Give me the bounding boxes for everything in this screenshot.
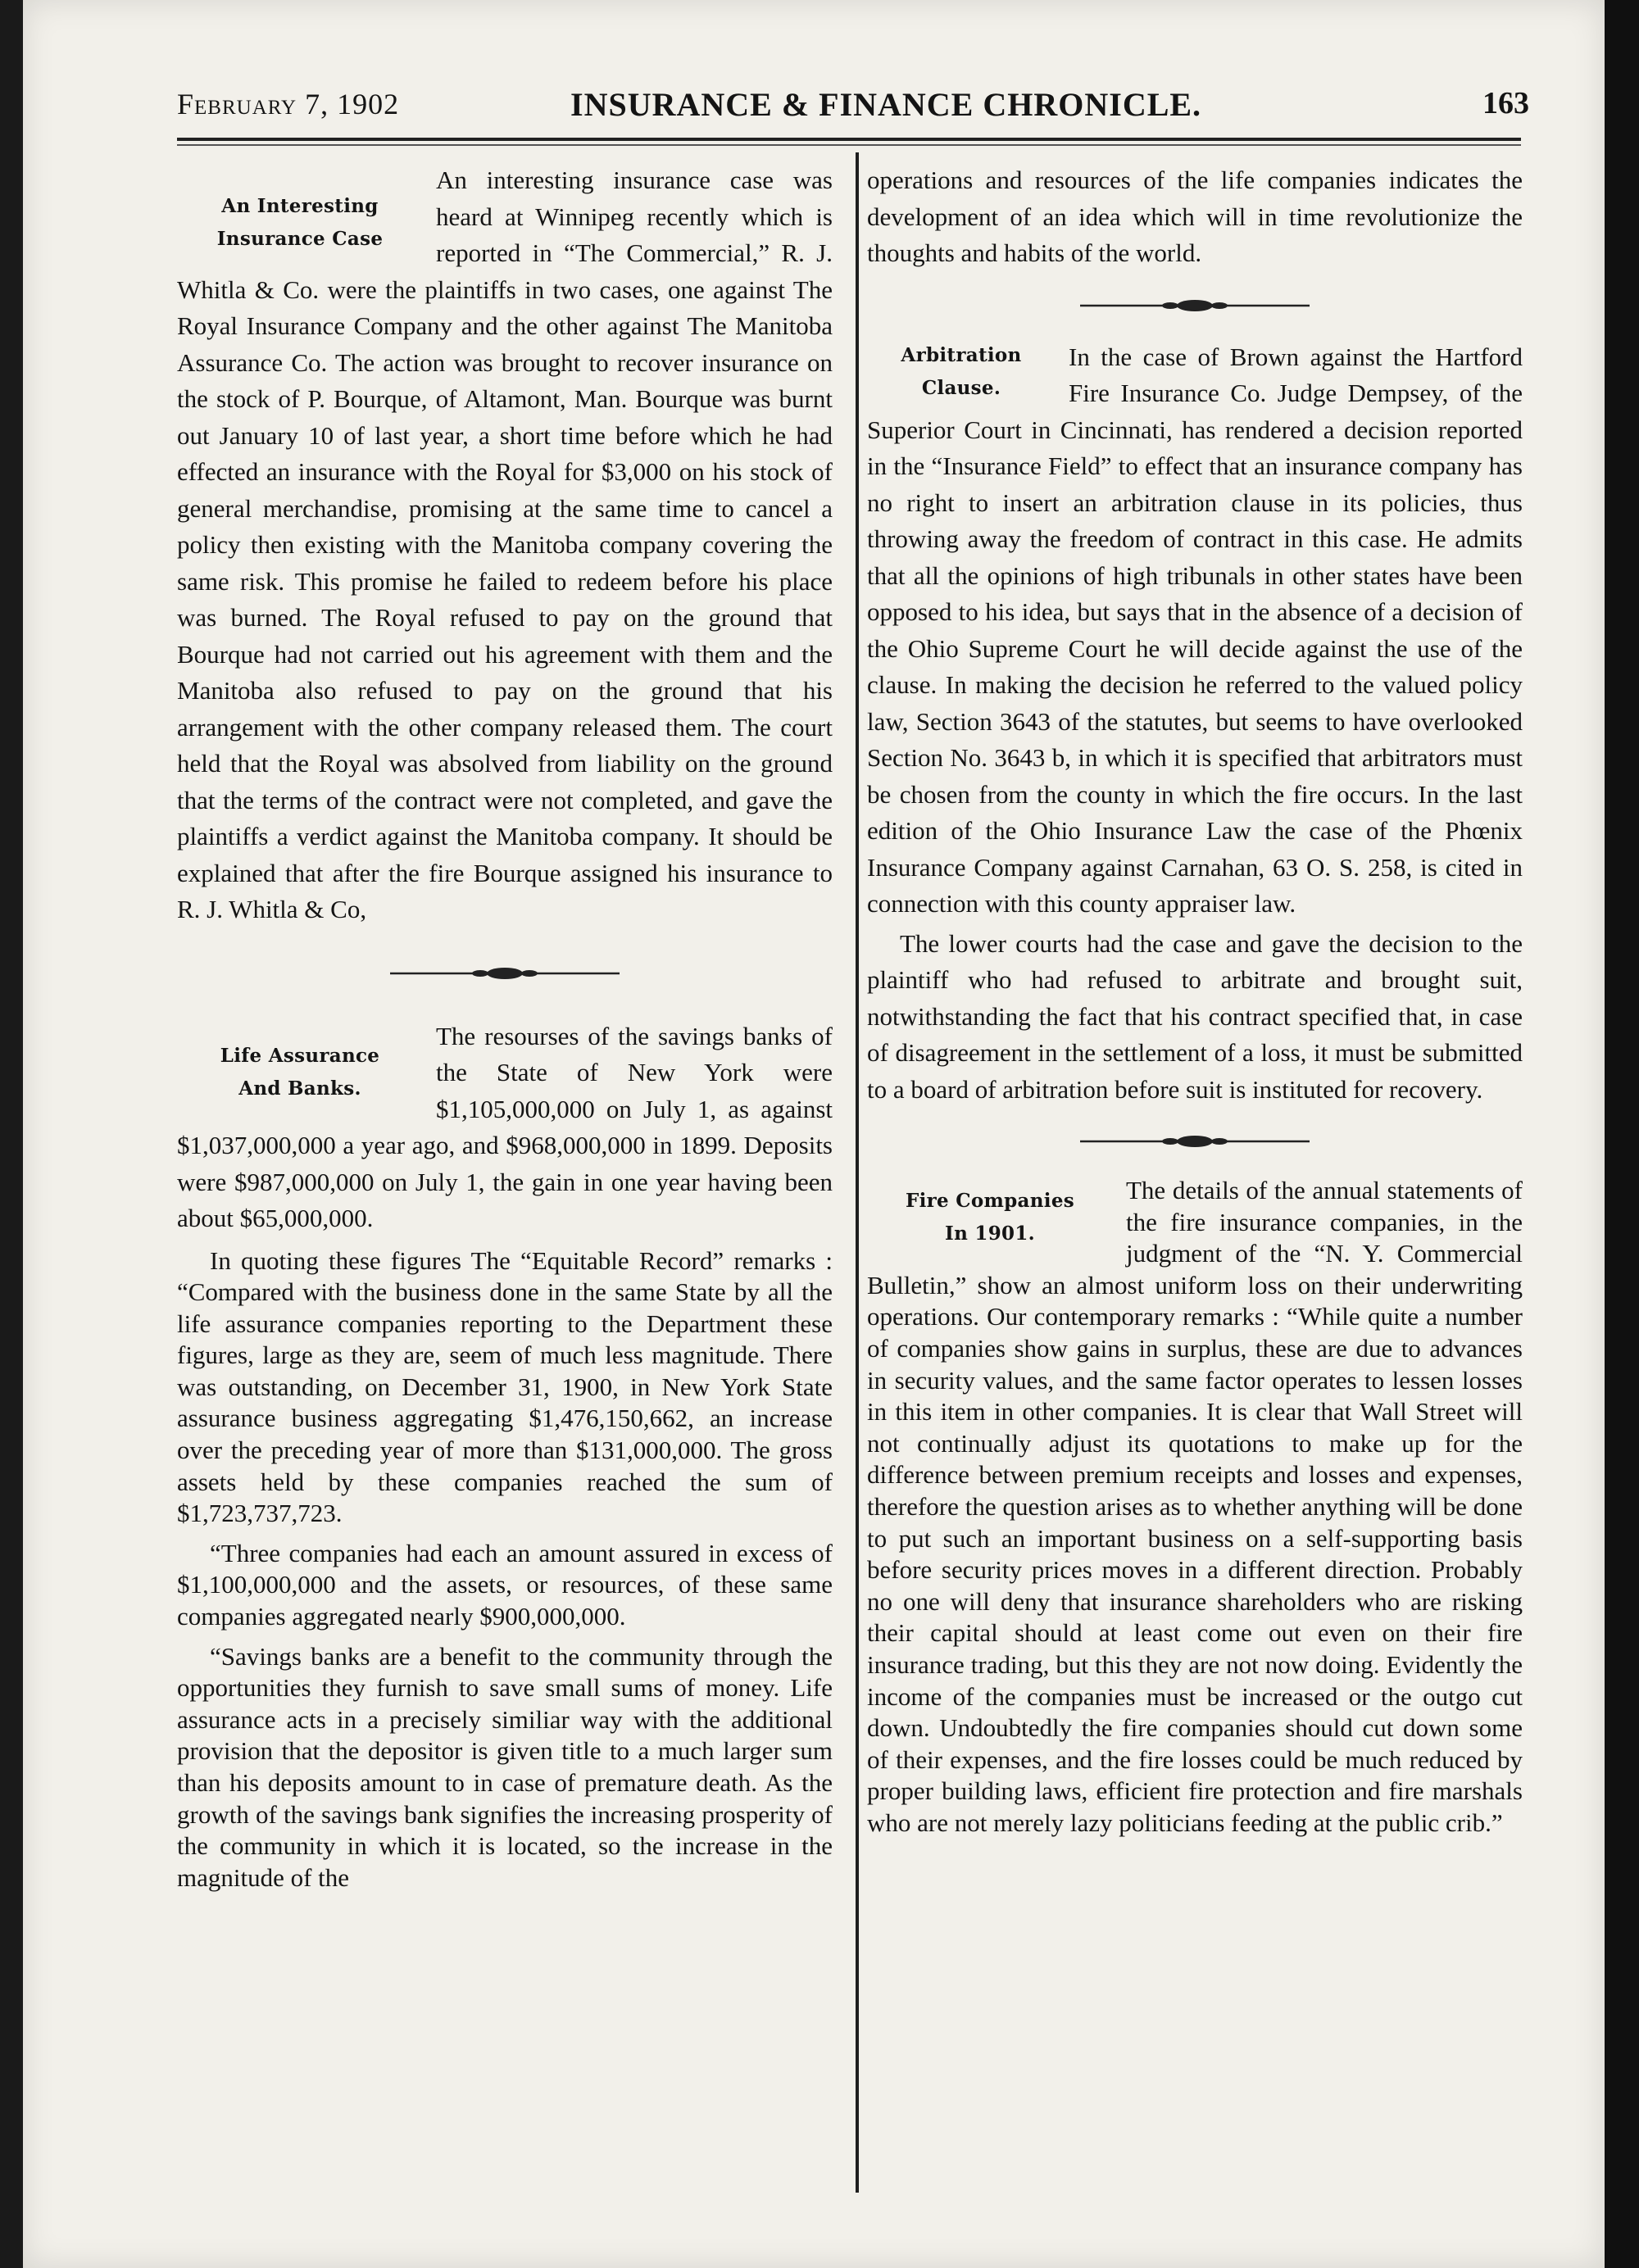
ornament-divider — [390, 964, 620, 982]
issue-date: February 7, 1902 — [177, 88, 400, 120]
ornament-divider — [1080, 297, 1310, 315]
article-life-assurance-and-banks — [177, 1018, 833, 1894]
article-paragraph: “Three companies had each an amount assured in excess of $1,100,000,000 and the assets, or resources, of these same companies aggregated nearly $900,000,000. — [177, 1538, 833, 1631]
scan-right-edge — [1605, 0, 1639, 2268]
page-header — [177, 80, 1537, 129]
article-paragraph: In the case of Brown against the Hartford Fire Insurance Co. Judge Dempsey, of the Superior Court in Cincinnati, has rendered a decision reported in the “Insurance Field” to effect that an insurance company has no right to insert an arbitration clause in its policies, thus throwing away the freedom of contract in this case. He admits that all the opinions of high tribunals in other states have been opposed to his idea, but says that in the absence of a decision of the Ohio Supreme Court he will decide against the use of the clause. In making the decision he referred to the valued policy law, Section 3643 of the statutes, but seems to have overlooked Section No. 3643 b, in which it is specified that arbitrators must be chosen from the county in which the fire occurs. In the last edition of the Ohio Insurance Law the case of the Phœnix Insurance Company against Carnahan, 63 O. S. 258, is cited in connection with this county appraiser law. — [867, 342, 1523, 918]
article-side-heading — [177, 1040, 423, 1105]
side-heading-line: An Interesting — [221, 195, 379, 217]
side-heading-line: In 1901. — [945, 1222, 1035, 1245]
side-heading-line: And Banks. — [238, 1077, 361, 1100]
scan-left-edge — [0, 0, 23, 2268]
side-heading-line: Life Assurance — [220, 1044, 380, 1067]
side-heading-line: Arbitration — [901, 343, 1022, 366]
article-fire-companies-in-1901 — [867, 1175, 1523, 1839]
left-column — [177, 162, 833, 1894]
page-number: 163 — [1482, 86, 1529, 120]
article-arbitration-clause — [867, 339, 1523, 1109]
article-side-heading — [867, 339, 1056, 405]
right-column — [867, 162, 1523, 1839]
article-paragraph: The resourses of the savings banks of the State of New York were $1,105,000,000 on July 1, as against $1,037,000,000 a year ago, and $968,000,000 in 1899. Deposits were $987,000,000 on July 1, the gain in one year having been about $65,000,000. — [177, 1021, 833, 1232]
publication-title: INSURANCE & FINANCE CHRONICLE. — [570, 86, 1202, 123]
article-side-heading — [177, 190, 423, 256]
article-paragraph: “Savings banks are a benefit to the community through the opportunities they furnish to save small sums of money. Life assurance acts in a precisely similiar way with the additional provision that the depositor is given title to a much larger sum than his deposits amount to in case of premature death. As the growth of the savings bank signifies the increasing prosperity of the community in which it is located, so the increase in the magnitude of the — [177, 1641, 833, 1892]
column-divider — [856, 152, 859, 2193]
article-interesting-insurance-case — [177, 162, 833, 928]
side-heading-line: Clause. — [921, 376, 1001, 399]
side-heading-line: Insurance Case — [216, 228, 384, 250]
header-rule — [177, 138, 1521, 141]
article-paragraph: The lower courts had the case and gave the decision to the plaintiff who had refused to arbitrate and brought suit, notwithstanding the fact that his contract specified that, in case of disagreement in the settlement of a loss, it must be submitted to a board of arbitration before suit is instituted for recovery. — [867, 928, 1523, 1104]
article-paragraph: The details of the annual statements of the fire insurance companies, in the judgment of the “N. Y. Commercial Bulletin,” show an almost uniform loss on their underwriting operations. Our contemporary remarks : “While quite a number of companies show gains in surplus, these are due to advances in security values, and the same factor operates to lessen losses in this item in other companies. It is clear that Wall Street will not continually adjust its quotations to make up for the difference between premium receipts and losses and expenses, therefore the question arises as to whether anything will be done to put such an important business on a self-supporting basis before security prices moves in a different direction. Probably no one will deny that insurance shareholders who are risking their capital should at least come out even on their fire insurance trading, but this they are not now doing. Evidently the income of the companies must be increased or the outgo cut down. Undoubtedly the fire companies should cut down some of their expenses, and the fire losses could be much reduced by proper building laws, efficient fire protection and fire marshals who are not merely lazy politicians feeding at the public crib.” — [867, 1176, 1523, 1837]
header-rule-thin — [177, 144, 1521, 146]
article-body: An interesting insurance case was heard at Winnipeg recently which is reported in “The Commercial,” R. J. Whitla & Co. were the plaintiffs in two cases, one against The Royal Insurance Company and the other against The Manitoba Assurance Co. The action was brought to recover insurance on the stock of P. Bourque, of Altamont, Man. Bourque was burnt out January 10 of last year, a short time before which he had effected an insurance with the Royal for $3,000 on his stock of general merchandise, promising at the same time to cancel a policy then existing with the Manitoba company covering the same risk. This promise he failed to redeem before his place was burned. The Royal refused to pay on the ground that Bourque had not carried out his agreement with them and the Manitoba also refused to pay on the ground that his arrangement with the other company released them. The court held that the Royal was absolved from liability on the ground that the terms of the contract were not completed, and gave the plaintiffs a verdict against the Manitoba company. It should be explained that after the fire Bourque assigned his insurance to R. J. Whitla & Co, — [177, 166, 833, 923]
continued-text: operations and resources of the life companies indicates the development of an idea which will in time revolutionize the thoughts and habits of the world. — [867, 166, 1523, 267]
side-heading-line: Fire Companies — [905, 1190, 1075, 1212]
ornament-divider — [1080, 1132, 1310, 1150]
article-side-heading — [867, 1185, 1113, 1250]
article-paragraph: In quoting these figures The “Equitable Record” remarks : “Compared with the business done in the same State by all the life assurance companies reporting to the Department these figures, large as they are, seem of much less magnitude. There was outstanding, on December 31, 1900, in New York State assurance business aggregating $1,476,150,662, an increase over the preceding year of more than $131,000,000. The gross assets held by these companies reached the sum of $1,723,737,723. — [177, 1245, 833, 1528]
